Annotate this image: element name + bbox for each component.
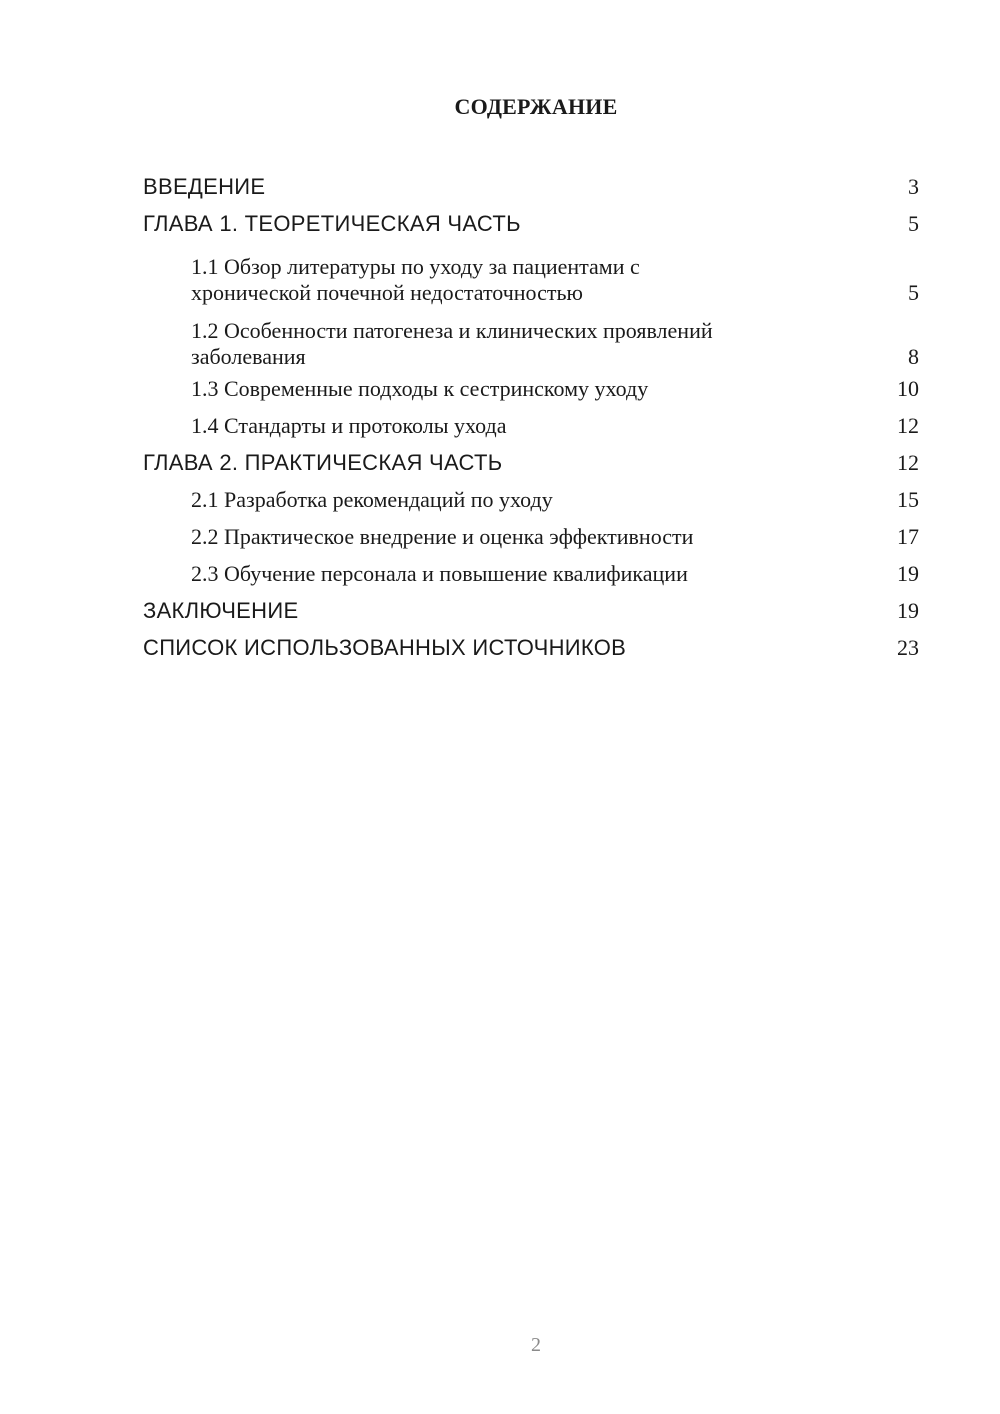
toc-entry-page: 19 (897, 560, 919, 586)
toc-entry-introduction[interactable] (143, 168, 919, 205)
toc-entry-page: 5 (908, 280, 919, 305)
toc-entry-label: СПИСОК ИСПОЛЬЗОВАННЫХ ИСТОЧНИКОВ (143, 634, 627, 660)
toc-entry-references[interactable] (143, 629, 919, 666)
toc-entry-label: 2.3 Обучение персонала и повышение квалификации (191, 560, 688, 586)
toc-entry-label: ГЛАВА 1. ТЕОРЕТИЧЕСКАЯ ЧАСТЬ (143, 210, 521, 236)
toc-entry-label: 1.3 Современные подходы к сестринскому уходу (191, 375, 649, 401)
toc-entry-section-1-1[interactable] (143, 242, 919, 306)
toc-title: СОДЕРЖАНИЕ (454, 94, 618, 119)
toc-entry-page: 17 (897, 523, 919, 549)
toc-entry-section-1-3[interactable] (143, 370, 919, 407)
toc-entry-chapter-1[interactable] (143, 205, 919, 242)
toc-entry-page: 10 (897, 375, 919, 401)
toc-entry-section-1-2[interactable] (143, 306, 919, 370)
toc-entry-page: 19 (897, 597, 919, 623)
toc-entry-label: ЗАКЛЮЧЕНИЕ (143, 597, 299, 623)
toc-entry-section-2-1[interactable] (143, 481, 919, 518)
table-of-contents (143, 168, 919, 666)
toc-entry-page: 12 (897, 449, 919, 475)
toc-entry-page: 3 (908, 173, 919, 199)
page-number: 2 (531, 1334, 541, 1356)
toc-entry-label: ВВЕДЕНИЕ (143, 173, 266, 199)
toc-entry-section-1-4[interactable] (143, 407, 919, 444)
toc-entry-conclusion[interactable] (143, 592, 919, 629)
toc-entry-page: 12 (897, 412, 919, 438)
toc-entry-page: 23 (897, 634, 919, 660)
toc-entry-label: ГЛАВА 2. ПРАКТИЧЕСКАЯ ЧАСТЬ (143, 449, 503, 475)
toc-entry-section-2-2[interactable] (143, 518, 919, 555)
toc-entry-page: 8 (908, 344, 919, 369)
toc-entry-label: 2.1 Разработка рекомендаций по уходу (191, 486, 553, 512)
toc-entry-page: 15 (897, 486, 919, 512)
toc-entry-label: 1.1 Обзор литературы по уходу за пациентами с хронической почечной недостаточностью (191, 254, 640, 305)
toc-entry-chapter-2[interactable] (143, 444, 919, 481)
toc-entry-label: 2.2 Практическое внедрение и оценка эффективности (191, 523, 694, 549)
toc-entry-label: 1.2 Особенности патогенеза и клинических проявлений заболевания (191, 318, 713, 369)
toc-entry-section-2-3[interactable] (143, 555, 919, 592)
toc-entry-label: 1.4 Стандарты и протоколы ухода (191, 412, 507, 438)
toc-entry-page: 5 (908, 210, 919, 236)
